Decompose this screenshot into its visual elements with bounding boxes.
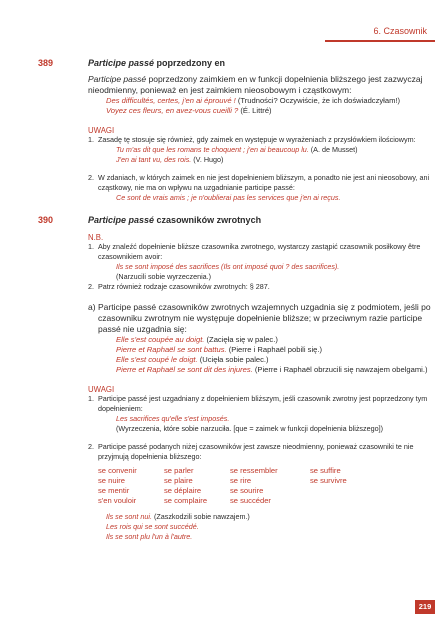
nb-heading: N.B. xyxy=(88,233,104,242)
example: Voyez ces fleurs, en avez-vous cueilli ? (É. Littré) xyxy=(106,106,272,115)
section-number: 390 xyxy=(38,215,54,225)
note-item: 1. Zasadę tę stosuje się również, gdy zaimek en występuje w wyrażeniach z przysłówkiem ilościowym: Tu m'as dit que les romans te choquent ; j'en ai beaucoup lu. (A. de Musset) J'en ai tant vu, des rois. (V. Hugo) xyxy=(88,135,416,164)
note-item: 2. Patrz również rodzaje czasowników zwrotnych: § 287. xyxy=(88,282,270,291)
example: Des difficultés, certes, j'en ai éprouvé ! (Trudności? Oczywiście, że ich doświadczyłam!) xyxy=(106,96,401,105)
verb-cell: se rire xyxy=(230,476,252,485)
section-390 xyxy=(38,215,435,542)
verb-cell: se déplaire xyxy=(164,486,202,495)
note-item: 2. Participe passé podanych niżej czasowników jest zawsze nieodmienny, ponieważ czasowniki te nie przyjmują dopełnienia bliższego: xyxy=(88,442,414,461)
verb-cell: se suffire xyxy=(310,466,341,475)
verb-cell: se ressembler xyxy=(230,466,278,475)
verb-cell xyxy=(310,486,370,496)
verb-cell: se survivre xyxy=(310,476,347,485)
rule-a: a) Participe passé czasowników zwrotnych wzajemnych uzgadnia się z podmiotem, jeśli po czasowniku zwrotnym nie występuje dopełnienie bliższe; w przeciwnym razie participe passé nie uzgadnia się: Elle s'est coupée au doigt. (Zacięła się w palec.) Pierre et Raphaël se sont battus. (Pierre i Raphaël pobili się.) Elle s'est coupé le doigt. (Ucięła sobie palec.) Pierre et Raphaël se sont dit des injures. (Pierre i Raphaël obrzucili się nawzajem obelgami.) xyxy=(88,302,431,374)
section-389 xyxy=(38,58,435,203)
verb-cell: se sourire xyxy=(230,486,264,495)
section-number: 389 xyxy=(38,58,54,68)
note-item: 1. Aby znaleźć dopełnienie bliższe czasownika zwrotnego, wystarczy zastąpić czasownik posiłkowy être czasownikiem avoir: Ils se sont imposé des sacrifices (Ils ont imposé quoi ? des sacrifices). (Narzucili sobie wyrzeczenia.) xyxy=(88,242,421,281)
verb-cell: se mentir xyxy=(98,486,130,495)
page-number: 219 xyxy=(418,602,432,611)
chapter-title: 6. Czasownik xyxy=(373,26,427,36)
chapter-header xyxy=(325,22,435,42)
verb-cell: se parler xyxy=(164,466,194,475)
page-content xyxy=(0,58,435,542)
notes-heading: UWAGI xyxy=(88,126,115,135)
verb-cell: se nuire xyxy=(98,476,126,485)
verb-table xyxy=(98,466,435,506)
verb-cell xyxy=(310,496,370,506)
verb-cell: se plaire xyxy=(164,476,193,485)
page-number-box xyxy=(415,600,435,614)
header-rule xyxy=(325,40,435,42)
verb-cell: se convenir xyxy=(98,466,137,475)
notes-heading: UWAGI xyxy=(88,385,115,394)
paragraph: Participe passé poprzedzony zaimkiem en w funkcji dopełnienia bliższego jest zazwyczaj nieodmienny, ponieważ en jest zaimkiem nieosobowym i cząstkowym: xyxy=(88,74,423,95)
example: Ils se sont plu l'un à l'autre. xyxy=(106,532,193,541)
verb-cell: s'en vouloir xyxy=(98,496,137,505)
example: Ils se sont nui. (Zaszkodzili sobie nawzajem.) xyxy=(106,512,250,521)
section-title: Participe passé poprzedzony en xyxy=(88,58,226,68)
example: Les rois qui se sont succédé. xyxy=(106,522,199,531)
note-item: 2. W zdaniach, w których zaimek en nie jest dopełnieniem bliższym, a ponadto nie jest ani nieosobowy, ani cząstkowy, nie ma on wpływu na uzgadnianie participe passé: Ce sont de vrais amis ; je n'oublierai pas les services que j'en ai reçus. xyxy=(88,173,430,202)
section-title: Participe passé czasowników zwrotnych xyxy=(88,215,262,225)
verb-cell: se complaire xyxy=(164,496,208,505)
verb-cell: se succéder xyxy=(230,496,271,505)
note-item: 1. Participe passé jest uzgadniany z dopełnieniem bliższym, jeśli czasownik zwrotny jest poprzedzony tym dopełnieniem: Les sacrifices qu'elle s'est imposés. (Wyrzeczenia, które sobie narzuciła. [que = zaimek w funkcji dopełnienia bliższego]) xyxy=(88,394,428,433)
